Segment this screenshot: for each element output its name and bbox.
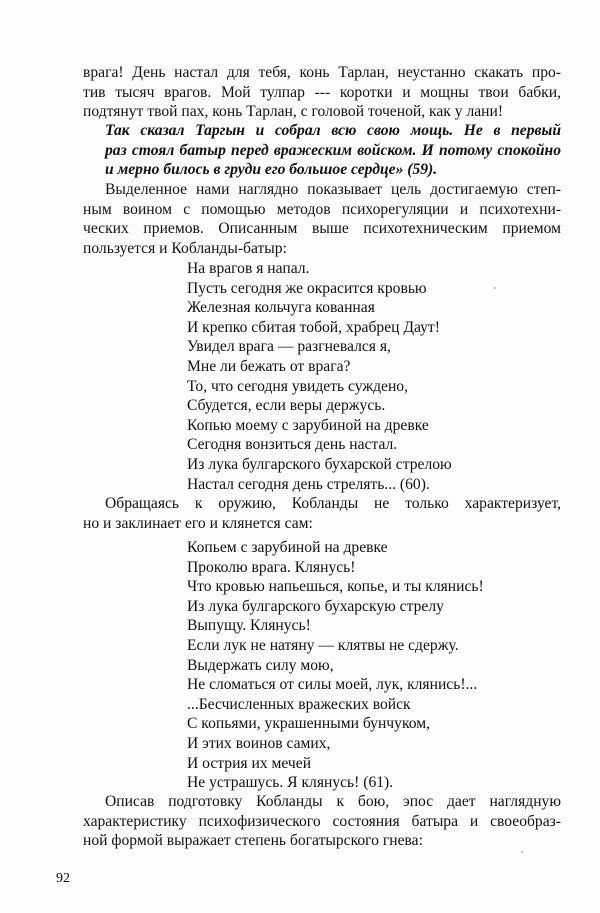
verse-line: Выпущу. Клянусь!: [187, 617, 311, 635]
verse-line: И этих воинов самих,: [187, 734, 331, 752]
verse-line: С копьями, украшенными бунчуком,: [187, 715, 430, 733]
scan-speck: [521, 851, 523, 853]
italic-quote: [105, 121, 561, 180]
text-line: но и заклинает его и клянется сам:: [83, 514, 313, 532]
text-line: подтянут твой пах, конь Тарлан, с головой точеной, как у лани!: [83, 103, 504, 121]
text-line: Выделенное нами наглядно показывает цель достигаемую степ-: [105, 181, 561, 198]
verse-line: И крепко сбитая тобой, храбрец Даут!: [187, 318, 440, 336]
text-line: Так сказал Таргын и собрал всю свою мощь. Не в первый: [105, 122, 561, 139]
text-line: и мерно билось в груди его большое сердце» (59).: [105, 161, 438, 179]
verse-line: Копью моему с зарубиной на древке: [187, 416, 429, 434]
verse-line: Увидел врага — разгневался я,: [187, 338, 391, 356]
paragraph-1: [83, 63, 561, 122]
verse-line: Выдержать силу мою,: [187, 656, 334, 674]
verse-line: И острия их мечей: [187, 754, 312, 772]
verse-line: Пусть сегодня же окрасится кровью: [187, 279, 427, 297]
text-line: ческих приемов. Описанным выше психотехническим приемом: [83, 220, 561, 238]
verse-line: Из лука булгарского бухарской стрелою: [187, 455, 452, 473]
verse-line: Настал сегодня день стрелять... (60).: [187, 475, 430, 493]
verse-line: Сбудется, если веры держусь.: [187, 397, 386, 415]
verse-line: Если лук не натяну — клятвы не сдержу.: [187, 636, 459, 654]
verse-line: То, что сегодня увидеть суждено,: [187, 377, 408, 395]
text-line: врага! День настал для тебя, конь Тарлан, неустанно скакать про-: [83, 64, 561, 81]
text-line: пользуется и Кобланды-батыр:: [83, 239, 287, 257]
paragraph-4: [83, 792, 561, 851]
verse-line: Железная кольчуга кованная: [187, 299, 375, 317]
verse-line: На врагов я напал.: [187, 260, 310, 277]
paragraph-3: [83, 494, 561, 533]
verse-line: Не сломаться от силы моей, лук, клянись!...: [187, 676, 478, 694]
text-line: раз стоял батыр перед вражеским войском. И потому спокойно: [105, 141, 561, 159]
text-line: Описав подготовку Кобланды к бою, эпос дает наглядную: [105, 793, 561, 810]
paragraph-2: [83, 180, 561, 258]
verse-line: Сегодня вонзиться день настал.: [187, 436, 398, 454]
verse-line: Проколю врага. Клянусь!: [187, 558, 356, 576]
verse-line: Из лука булгарского бухарскую стрелу: [187, 597, 444, 615]
verse-line: Что кровью напьешься, копье, и ты клянись!: [187, 578, 484, 596]
verse-2: [187, 538, 484, 793]
text-line: ным воином с помощью методов психорегуляции и психотехни-: [83, 200, 561, 218]
text-line: характеристику психофизического состояния батыра и своеобраз-: [83, 812, 561, 830]
verse-line: Не устрашусь. Я клянусь! (61).: [187, 774, 394, 792]
verse-1: [187, 259, 452, 494]
scan-speck: [494, 287, 496, 289]
text-line: ной формой выражает степень богатырского гнева:: [83, 832, 423, 850]
text-line: тив тысяч врагов. Мой тулпар --- коротки и мощны твои бабки,: [83, 83, 561, 101]
verse-line: Копьем с зарубиной на древке: [187, 539, 388, 556]
verse-line: ...Бесчисленных вражеских войск: [187, 695, 411, 713]
verse-line: Мне ли бежать от врага?: [187, 357, 351, 375]
text-line: Обращаясь к оружию, Кобланды не только характеризует,: [105, 495, 561, 512]
page-number: 92: [56, 871, 70, 886]
